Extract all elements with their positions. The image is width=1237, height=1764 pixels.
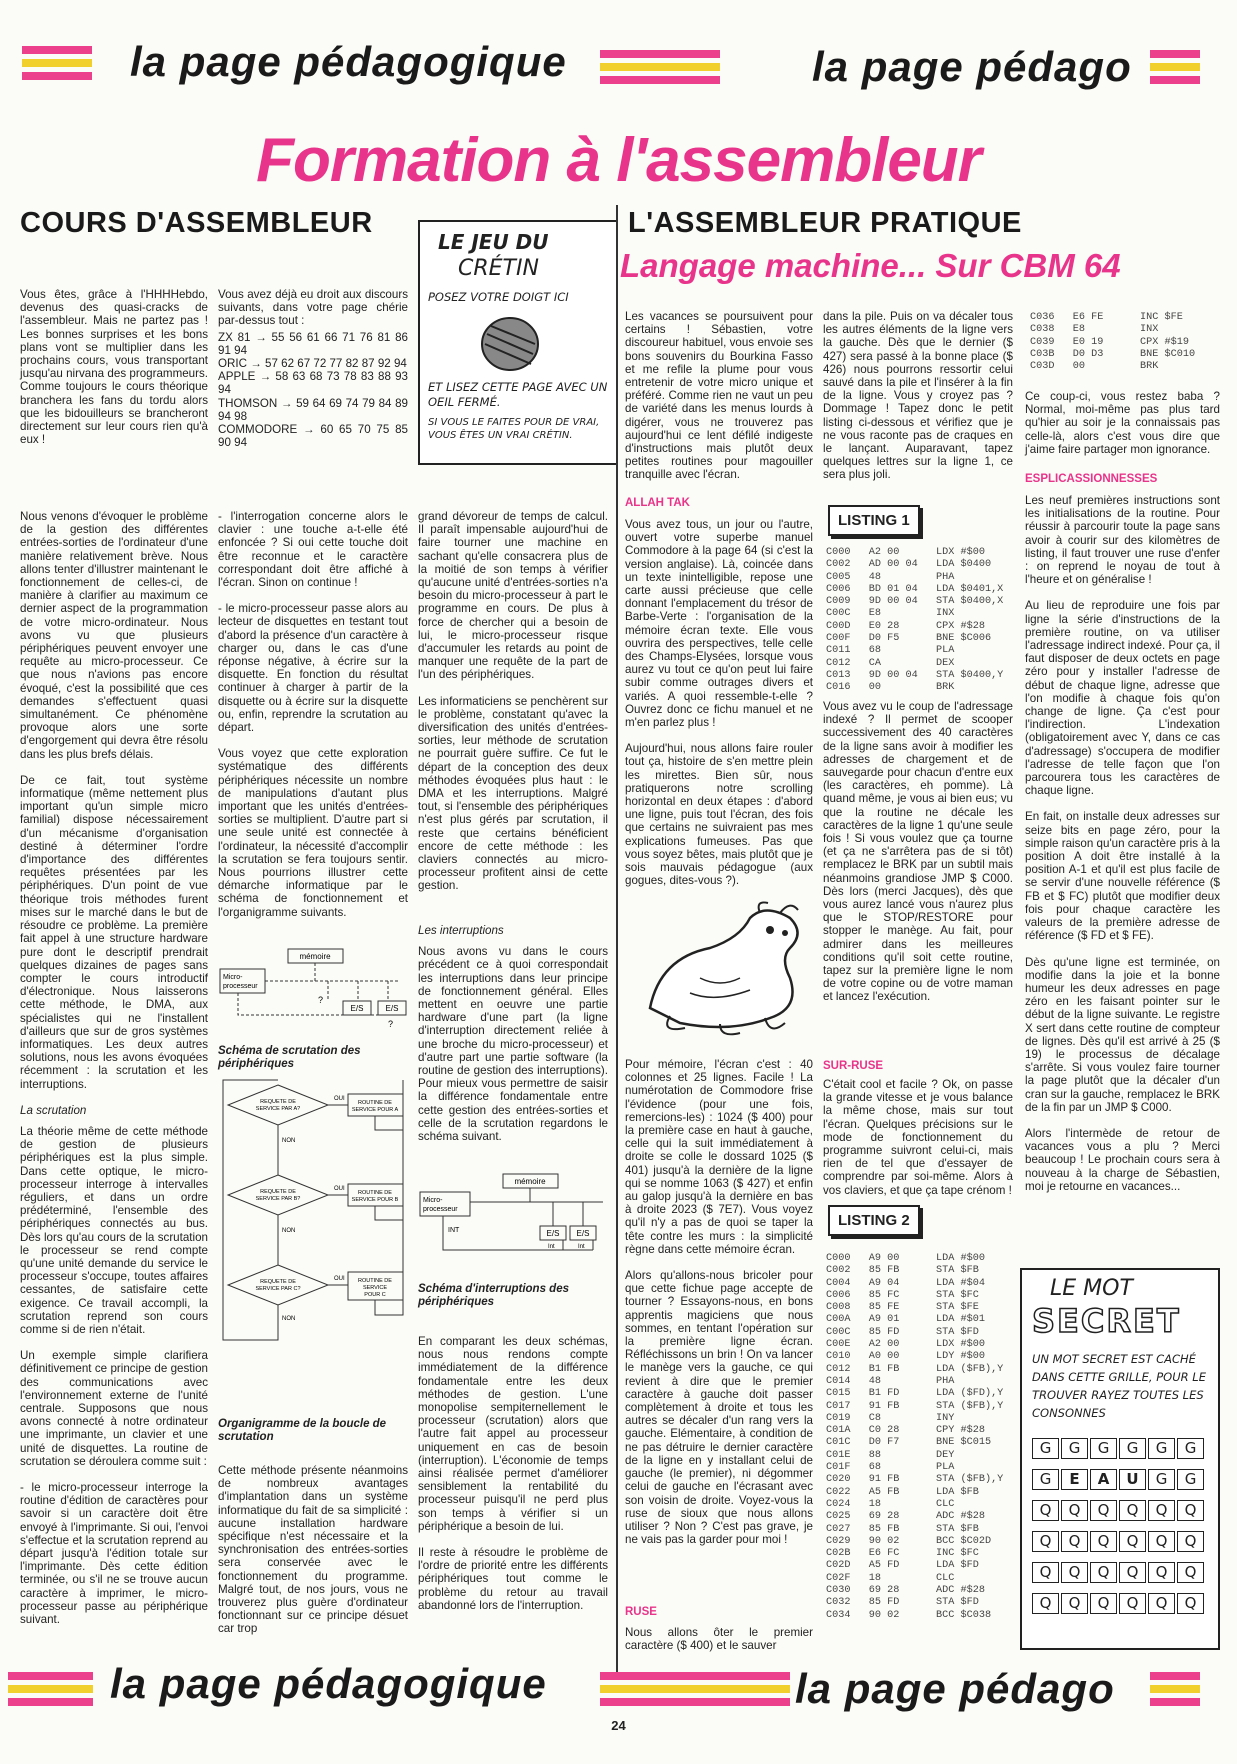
jeu-title: LE JEU DU xyxy=(438,230,549,254)
paragraph: Nous avons vu dans le cours précédent ce à quoi correspondait les interruptions dans leur principe de fonctionnement général. Elles mettent en oeuvre une partie hardware d'une part (la ligne d'interruption directement reliée à une broche du micro-processeur) et d'autre part une partie software (la routine de gestion des interruptions). Pour mieux vous permettre de saisir la différence fondamentale entre cette gestion des entrées-sorties et celle de la scrutation regardons le schéma suivant. xyxy=(418,945,608,1144)
heading-esplicassionnesses: ESPLICASSIONNESSES xyxy=(1025,473,1158,485)
svg-text:SERVICE POUR A: SERVICE POUR A xyxy=(351,1107,399,1113)
paragraph: grand dévoreur de temps de calcul. Il paraît impensable aujourd'hui de faire tourner une machine en sachant qu'elle consacrera plus de la moitié de son temps à vérifier qu'aucune unité d'entrées-sorties n'a besoin du micro-processeur à part le programme en cours. De plus à force de chercher qui a besoin de lui, le micro-processeur risque d'accumuler les retards au point de manquer une requête de la part de l'un des périphériques. xyxy=(418,510,608,682)
paragraph: - le micro-processeur interroge la routine d'édition de caractères pour savoir si un caractère doit être envoyé à l'imprimante. Si oui, l'envoi s'effectue et la scrutation reprend au départ jusqu'à l'édition totale sur l'imprimante. Dès cette édition terminée, ou s'il ne se trouve aucun caractère à imprimer, le micro-processeur passe au périphérique suivant. xyxy=(20,1481,208,1627)
banner-title-left: la page pédagogique xyxy=(110,1660,547,1707)
grid-cell: G xyxy=(1177,1438,1204,1459)
grid-cell: Q xyxy=(1148,1500,1175,1521)
paragraph: De ce fait, tout système informatique (même nettement plus important qu'un simple micro familial) dispose nécessairement d'un mécanisme d'organisation destiné à déterminer l'ordre d'importance des différentes requêtes présentées par les périphériques. D'un point de vue théorique trois méthodes furent mises sur le marché dans le but de résoudre ce problème. La première fait appel à une structure hardware pure dont le descriptif prendrait quelques dizaines de pages sans compter le cours introductif d'électronique. Nous laisserons cette méthode, le DMA, aux spécialistes qui ne l'installent d'ailleurs que sur de gros systèmes informatiques. Les deux autres solutions, nous les avons évoquées récemment : la scrutation et les interruptions. xyxy=(20,773,208,1091)
paragraph: Dès qu'une ligne est terminée, on modifie dans la joie et la bonne humeur les deux adresses en page zéro en les faisant pointer sur le début de la ligne suivante. Le registre X sert dans cette routine de compteur de lignes. Dès qu'il est arrivé à 25 ($ 19) le processus de décalage s'arrête. Si vous voulez faire tourner la page plutôt que la décaler d'un cran sur la gauche, remplacez le BRK de la fin par un JMP $ C000. xyxy=(1025,955,1220,1114)
svg-text:REQUETE DE: REQUETE DE xyxy=(260,1189,296,1195)
svg-text:NON: NON xyxy=(282,1228,296,1234)
pratique-col1: Les vacances se poursuivent pour certains ! Sébastien, votre discoureur habituel, vous envoie ses bons souvenirs du Bourkina Fasso et me refile la plume pour vous entretenir de votre micro unique et préféré. Comme rien ne vaut un peu de variété dans les menus lourds à digérer, vous ne trouverez pas aujourd'hui ce lent défilé indigeste d'instructions mais plutôt deux petites routines pour magouiller tranquille avec l'écran. xyxy=(625,310,813,482)
grid-cell: Q xyxy=(1148,1531,1175,1552)
grid-cell: G xyxy=(1119,1438,1146,1459)
pratique-col1b xyxy=(625,518,813,888)
grid-cell: Q xyxy=(1061,1500,1088,1521)
heading-ruse: RUSE xyxy=(625,1606,657,1618)
paragraph: La théorie même de cette méthode de gestion de plusieurs périphériques est la plus simple. Dans cette optique, le micro-processeur interroge à intervalles réguliers, et dans un ordre prédéterminé, l'ensemble des périphériques connectés au bus. Dès lors qu'au cours de la scrutation le processeur se rend compte qu'une unité demande du service le processeur s'occupe, toutes affaires cessantes, de satisfaire cette exigence. Ce travail accompli, la scrutation reprend son cours comme si de rien n'était. xyxy=(20,1124,208,1336)
grid-cell: G xyxy=(1032,1469,1059,1490)
cours-intro: Vous êtes, grâce à l'HHHHebdo, devenus des quasi-cracks de l'assembleur. Mais ne partez pas ! Les bonnes surprises et les bons plans vont se multiplier dans les prochains cours, vous transportant jusqu'au nirvana des programmeurs. Comme toujours le cours théorique branchera les fans du tordu alors que les bidouilleurs se brancheront directement sur leur cours rien qu'à eux ! xyxy=(20,288,208,447)
grid-cell: Q xyxy=(1119,1500,1146,1521)
top-banner xyxy=(0,38,1237,118)
paragraph: En fait, on installe deux adresses sur seize bits en page zéro, pour la simple raison qu'un caractère pris à la position A doit être installé à la position A-1 et qu'il est plus facile de se servir d'une nouvelle référence ($ FB et $ FC) plutôt que modifier deux fois pour chaque caractère les valeurs de la première adresse de référence ($ FD et $ FE). xyxy=(1025,810,1220,943)
svg-text:REQUETE DE: REQUETE DE xyxy=(260,1099,296,1105)
diagram-label: INT xyxy=(448,1227,460,1234)
svg-text:OUI: OUI xyxy=(334,1186,345,1192)
ref-line: ORIC → 57 62 67 72 77 82 87 92 94 xyxy=(218,357,407,371)
svg-text:processeur: processeur xyxy=(423,1206,458,1213)
grid-cell: Q xyxy=(1119,1531,1146,1552)
diagram-label: E/S xyxy=(576,1229,590,1238)
subheading-scrutation: La scrutation xyxy=(20,1103,87,1117)
ref-line: THOMSON → 59 64 69 74 79 84 89 94 98 xyxy=(218,396,408,423)
grid-cell: Q xyxy=(1148,1562,1175,1583)
grid-cell: Q xyxy=(1032,1500,1059,1521)
svg-text:ROUTINE DE: ROUTINE DE xyxy=(358,1100,392,1106)
cours-col2 xyxy=(218,510,408,960)
diagram-label: processeur xyxy=(223,983,258,990)
cours-col2b: Cette méthode présente néanmoins de nombreux avantages d'implantation dans un système informatique du fait de sa simplicité : aucune installation hardware spécifique n'est nécessaire et la synchronisation des entrées-sorties sera conservée avec le fonctionnement du programme. Malgré tout, de nos jours, vous ne trouverez plus guère d'ordinateur fonctionnant sur ce principe désuet car trop xyxy=(218,1464,408,1636)
svg-text:SERVICE POUR B: SERVICE POUR B xyxy=(351,1197,399,1203)
pratique-col1d: Nous allons ôter le premier caractère ($ 400) et le sauver xyxy=(625,1626,813,1653)
diagram-label: E/S xyxy=(546,1229,560,1238)
paragraph: Aujourd'hui, nous allons faire rouler tout ça, histoire de s'en mettre plein les mirettes. Bien sûr, nous pratiquerons notre scrolling horizontal en deux étapes : d'abord une ligne, puis tout l'écran, des fois que certains ne suivraient pas mes explications fumeuses. Pas que vous soyez bêtes, mais plutôt que je sois mauvais pédagogue (aux gogues, dites-vous ?). xyxy=(625,742,813,888)
grid-cell: Q xyxy=(1061,1531,1088,1552)
pratique-col3b xyxy=(1025,494,1220,1254)
section-heading-cours: COURS D'ASSEMBLEUR xyxy=(20,207,373,239)
stripe-decoration xyxy=(8,1672,93,1712)
jeu-cretin-box xyxy=(418,220,618,465)
mot-secret-title-2: SECRET xyxy=(1032,1302,1181,1340)
svg-text:OUI: OUI xyxy=(334,1096,345,1102)
page-title: Formation à l'assembleur xyxy=(256,126,981,195)
diagram-label: Int xyxy=(548,1244,555,1250)
grid-cell: Q xyxy=(1177,1531,1204,1552)
mot-secret-box xyxy=(1020,1268,1220,1650)
grid-cell: Q xyxy=(1032,1531,1059,1552)
grid-cell: G xyxy=(1148,1438,1175,1459)
grid-cell: G xyxy=(1061,1438,1088,1459)
listing-2-label: LISTING 2 xyxy=(828,1205,920,1236)
svg-text:NON: NON xyxy=(282,1316,296,1322)
diagram-label: Int xyxy=(578,1244,585,1250)
banner-title-right: la page pédago xyxy=(795,1665,1115,1712)
grid-cell: U xyxy=(1119,1469,1146,1490)
jeu-instruction-2: ET LISEZ CETTE PAGE AVEC UN OEIL FERMÉ. xyxy=(428,380,608,409)
diagram-label: mémoire xyxy=(299,952,331,961)
flow-block-a xyxy=(228,1085,403,1175)
grid-cell: Q xyxy=(1177,1593,1204,1614)
mot-secret-grid xyxy=(1032,1438,1212,1638)
grid-cell: G xyxy=(1032,1438,1059,1459)
grid-cell: Q xyxy=(1061,1593,1088,1614)
banner-title-right: la page pédago xyxy=(812,43,1132,90)
caption-scrutation: Schéma de scrutation des périphériques xyxy=(218,1045,361,1070)
grid-cell: Q xyxy=(1177,1500,1204,1521)
grid-cell: Q xyxy=(1032,1593,1059,1614)
grid-cell: Q xyxy=(1090,1593,1117,1614)
mot-secret-title: LE MOT xyxy=(1050,1276,1133,1301)
paragraph: Au lieu de reproduire une fois par ligne la série d'instructions de la première routine, on va utiliser l'adressage indirect indexé. Pour ça, il faut disposer de deux octets en page zéro pour y installer l'adresse de début de chaque ligne, adresse que l'on modifie à chaque fois qu'on change de ligne. Ça c'est pour l'indirection. L'indexation (obligatoirement avec Y, dans ce cas d'adressage) s'occupera de modifier l'adresse de telle façon que l'on parcourera tous les caractères de chaque ligne. xyxy=(1025,599,1220,798)
cours-col3 xyxy=(418,510,608,960)
svg-text:Micro-: Micro- xyxy=(423,1197,443,1204)
paragraph: Un exemple simple clarifiera définitivement ce principe de gestion des communications avec l'environnement externe de l'unité centrale. Supposons que nous avons connecté à notre ordinateur une imprimante, un clavier et une unité de disquettes. La routine de scrutation se déroulera comme suit : xyxy=(20,1349,208,1468)
cours-intro-2 xyxy=(218,288,408,488)
paragraph: Vous avez vu le coup de l'adressage indexé ? Il permet de scooper successivement des 40 caractères de la ligne sans avoir à modifier les adresses de chargement et de sauvegarde pour chacun d'entre eux (les caractères, eh pomme). Là quand même, je vous ai bien eus; vu que la routine ne décale les caractères de la ligne 1 qu'une seule fois ! Si vous voulez que ça tourne (et ça ne s'arrêtera pas de si tôt) remplacez le BRK par un subtil mais néanmoins grandiose JMP $ C000. Dès lors (merci Jacques), dès que vous aurez lancé vous n'aurez plus que le STOP/RESTORE pour stopper le manège. Au fait, pour admirer dans les meilleures conditions qu'il soit cette routine, tapez sur la première ligne le nom de votre copine ou de votre maman et lancez l'exécution. xyxy=(823,700,1013,1004)
paragraph: - le micro-processeur passe alors au lecteur de disquettes en testant tout d'abord la présence d'un caractère à charger ou, dans le cas d'une réponse négative, à écrire sur la disquette. En fonction du résultat continuer à charger à partir de la disquette ou à écrire sur la disquette ou, enfin, reprendre la scrutation au départ. xyxy=(218,602,408,735)
diagram-label: E/S xyxy=(385,1004,399,1013)
heading-sur-ruse: SUR-RUSE xyxy=(823,1060,884,1072)
column-divider xyxy=(616,205,618,1675)
stripe-decoration xyxy=(1150,50,1200,90)
grid-cell: A xyxy=(1090,1469,1117,1490)
grid-cell: G xyxy=(1148,1469,1175,1490)
pratique-col2c: C'était cool et facile ? Ok, on passe la grande vitesse et je vous balance la même chose, mais sur tout l'écran. Quelques précisions sur le mode de fonctionnement du programme suivront celui-ci, mais rien de tel que d'essayer de comprendre par soi-même. Alors à vos claviers, et que ça tape crénom ! xyxy=(823,1078,1013,1197)
paragraph: Vous voyez que cette exploration systématique des différents périphériques nécessite un nombre de manipulations d'autant plus important que les unités d'entrées-sorties se multiplient. D'autre part si une seule unité est connectée à l'ordinateur, la nécessité d'accomplir la scrutation se fera toujours sentir. Nous pourrions illustrer cette démarche informatique par le schéma de fonctionnement et l'organigramme suivants. xyxy=(218,747,408,919)
svg-text:SERVICE: SERVICE xyxy=(362,1285,388,1291)
diagram-label: mémoire xyxy=(514,1177,546,1186)
flow-block-c xyxy=(223,1080,403,1340)
scrutation-schema xyxy=(218,945,408,1035)
grid-cell: Q xyxy=(1119,1562,1146,1583)
pratique-col2b xyxy=(823,700,1013,1055)
svg-text:SERVICE PAR C?: SERVICE PAR C? xyxy=(255,1286,301,1292)
grid-cell: Q xyxy=(1148,1593,1175,1614)
paragraph: Nous venons d'évoquer le problème de la gestion des différentes entrées-sorties de l'ordinateur d'une manière relativement brève. Nous allons tenter d'illustrer maintenant le fonctionnement de celles-ci, de manière à clarifier au maximum ce dernier aspect de la programmation de votre micro-ordinateur. Nous avons vu que plusieurs périphériques peuvent envoyer une requête au micro-processeur. Ce que nous n'avions pas encore évoqué, c'est la possibilité que ces demandes s'effectuent quasi simultanément. Ce phénomène provoque alors une sorte d'engorgement qui devra être résolu dans les plus brefs délais. xyxy=(20,510,208,761)
stripe-decoration xyxy=(22,46,92,86)
svg-text:REQUETE DE: REQUETE DE xyxy=(260,1279,296,1285)
cours-col3c xyxy=(418,1335,608,1665)
grid-cell: Q xyxy=(1090,1531,1117,1552)
grid-cell: G xyxy=(1090,1438,1117,1459)
paragraph: Alors qu'allons-nous bricoler pour que cette fichue page accepte de tourner ? Essayons-nous, en bons apprentis magiciens que nous sommes, en tentant l'opération sur la première ligne écran. Réfléchissons un brin ! On va lancer le manège vers la gauche, ce qui revient à dire que le premier caractère à gauche doit passer complètement à droite et tous les autres se décaler d'un rang vers la gauche. Elémentaire, à condition de ne pas détruire le dernier caractère de la ligne en y installant celui de gauche (le premier), ni dégommer celui de gauche en l'écrasant avec son voisin de droite. Voyez-vous la ruse de sioux que nous allons utiliser ? Non ? C'est pas grave, je ne vais pas la garder pour moi ! xyxy=(625,1269,813,1547)
cours-col3-interruptions xyxy=(418,924,608,1164)
section-heading-pratique: L'ASSEMBLEUR PRATIQUE xyxy=(628,207,1022,239)
paragraph: - l'interrogation concerne alors le clavier : une touche a-t-elle été enfoncée ? Si oui cette touche doit être reconnue et le caractère correspondant doit être affiché à l'écran. Sinon on continue ! xyxy=(218,510,408,590)
paragraph: Les informaticiens se penchèrent sur le problème, constatant qu'avec la diversification des unités d'entrées-sorties, leur méthode de scrutation ne pourrait guère suffire. Ce fut le départ de la conception des deux méthodes évoquées plus haut : le DMA et les interruptions. Malgré tout, si l'ensemble des périphériques n'est plus gérés par scrutation, il reste que certains bénéficient encore de cette méthode : les claviers connectés au micro-processeur profitent ainsi de cette gestion. xyxy=(418,694,608,893)
svg-text:POUR C: POUR C xyxy=(364,1292,386,1298)
paragraph: Pour mémoire, l'écran c'est : 40 colonnes et 25 lignes. Facile ! La numérotation de Commodore frise l'évidence (pour une fois, remercions-les) : 1024 ($ 400) pour la première case en haut à gauche, celle qui la suit immédiatement à droite se colle le dossard 1025 ($ 401) jusqu'à la dernière de la ligne qui se nomme 1063 ($ 427) et enfin au galop jusqu'à la dernière en bas à droite 2023 ($ 7E7). Vous voyez qu'il n'y a pas de quoi se taper la tête contre les murs : la simplicité règne dans cette mémoire écran. xyxy=(625,1058,813,1256)
mot-secret-instructions: UN MOT SECRET EST CACHÉ DANS CETTE GRILLE, POUR LE TROUVER RAYEZ TOUTES LES CONSONNES xyxy=(1032,1352,1206,1420)
svg-text:OUI: OUI xyxy=(334,1276,345,1282)
jeu-punchline: SI VOUS LE FAITES POUR DE VRAI, VOUS ÊTES UN VRAI CRÉTIN. xyxy=(428,417,600,441)
flow-block-b xyxy=(228,1175,403,1265)
listing-2-code: C000 A9 00 LDA #$00 C002 85 FB STA $FB C004 A9 04 LDA #$04 C006 85 FC STA $FC C008 85 FE STA $FE C00A A9 01 LDA #$01 C00C 85 FD STA $FD C00E A2 00 LDX #$00 C010 A0 00 LDY #$00 C012 B1 FB LDA ($FB),Y C014 48 PHA C015 B1 FD LDA ($FD),Y C017 91 FB STA ($FB),Y C019 C8 INY C01A C0 28 CPY #$28 C01C D0 F7 BNE $C015 C01E 88 DEY C01F 68 PLA C020 91 FB STA ($FB),Y C022 A5 FB LDA $FB C024 18 CLC C025 69 28 ADC #$28 C027 85 FB STA $FB C029 90 02 BCC $C02D C02B E6 FC INC $FC C02D A5 FD LDA $FD C02F 18 CLC C030 69 28 ADC #$28 C032 85 FD STA $FD C034 90 02 BCC $C038 xyxy=(826,1253,1004,1621)
finger-spot-icon xyxy=(475,314,545,374)
svg-text:SERVICE PAR A?: SERVICE PAR A? xyxy=(255,1106,301,1112)
svg-text:SERVICE PAR B?: SERVICE PAR B? xyxy=(255,1196,301,1202)
page-number: 24 xyxy=(611,1718,626,1733)
intro-paragraph: Vous avez déjà eu droit aux discours suivants, dans votre page chérie par-dessus tout : xyxy=(218,288,408,328)
heading-allah-tak: ALLAH TAK xyxy=(625,497,690,509)
ref-line: APPLE → 58 63 68 73 78 83 88 93 94 xyxy=(218,370,408,397)
paragraph: En comparant les deux schémas, nous nous rendons compte immédiatement de la différence fondamentale entre les deux méthodes de gestion. L'une monopolise sempiternellement le processeur (scrutation) alors que l'autre fait appel au processeur uniquement en cas de besoin (interruption). L'économie de temps ainsi réalisée permet d'améliorer sensiblement la rentabilité du processeur puisqu'il ne perd plus son temps à vérifier si un périphérique a besoin de lui. xyxy=(418,1335,608,1533)
diagram-label: Micro- xyxy=(223,974,243,981)
listing-1-label: LISTING 1 xyxy=(828,505,920,536)
paragraph: Il reste à résoudre le problème de l'ordre de priorité entre les différents périphériques tout comme le problème du retour au travail abandonné lors de l'interruption. xyxy=(418,1546,608,1612)
caption-organigramme: Organigramme de la boucle de scrutation xyxy=(218,1418,387,1443)
grid-cell: Q xyxy=(1177,1562,1204,1583)
paragraph: Vous avez tous, un jour ou l'autre, ouvert votre superbe manuel Commodore à la page 64 (si c'est la version anglaise). Là, coincée dans un texte inintelligible, repose une carte aussi précieuse que celle donnant l'emplacement du trésor de Barbe-Verte : l'organisation de la mémoire écran texte. Elle vous ouvrira des perspectives, telle celle des Champs-Elysées, lorsque vous aurez vu tout ce qu'on peut lui faire subir comme outrages divers et variés. A quoi ressemble-t-elle ? Ouvrez donc ce fichu manuel et ne m'en parlez plus ! xyxy=(625,518,813,730)
organigramme-scrutation xyxy=(218,1080,408,1390)
svg-text:ROUTINE DE: ROUTINE DE xyxy=(358,1190,392,1196)
interruption-schema xyxy=(418,1170,608,1260)
grid-cell: G xyxy=(1177,1469,1204,1490)
pratique-col3a: Ce coup-ci, vous restez baba ? Normal, moi-même pas plus tard qu'hier au soir je la connaissais pas celle-là, alors c'est vous dire que j'aime faire partager mon ignorance. xyxy=(1025,390,1220,456)
grid-cell: E xyxy=(1061,1469,1088,1490)
diagram-label: E/S xyxy=(350,1004,364,1013)
grid-cell: Q xyxy=(1032,1562,1059,1583)
banner-title-left: la page pédagogique xyxy=(130,38,567,85)
section-subheading-cbm64: Langage machine... Sur CBM 64 xyxy=(620,247,1121,284)
grid-cell: Q xyxy=(1119,1593,1146,1614)
stripe-decoration xyxy=(600,1672,790,1712)
svg-text:ROUTINE DE: ROUTINE DE xyxy=(358,1278,392,1284)
dog-cartoon xyxy=(640,898,810,1043)
svg-text:?: ? xyxy=(388,1019,394,1029)
listing-2-continued: C036 E6 FE INC $FE C038 E8 INX C039 E0 19 CPX #$19 C03B D0 D3 BNE $C010 C03D 00 BRK xyxy=(1030,312,1196,373)
ref-line: COMMODORE → 60 65 70 75 85 90 94 xyxy=(218,423,408,450)
paragraph: Alors l'intermède de retour de vacances vous a plu ? Merci beaucoup ! Le prochain cours sera à nouveau à la charge de Sébastien, moi je retourne en vacances... xyxy=(1025,1126,1220,1193)
grid-cell: Q xyxy=(1090,1562,1117,1583)
caption-interruptions: Schéma d'interruptions des périphériques xyxy=(418,1283,569,1308)
stripe-decoration xyxy=(600,50,720,90)
ref-line: ZX 81 → 55 56 61 66 71 76 81 86 91 94 xyxy=(218,330,408,357)
cours-col1 xyxy=(20,510,208,1680)
grid-cell: Q xyxy=(1090,1500,1117,1521)
grid-cell: Q xyxy=(1061,1562,1088,1583)
svg-text:?: ? xyxy=(318,995,324,1005)
jeu-instruction: POSEZ VOTRE DOIGT ICI xyxy=(428,290,569,304)
pratique-col2: dans la pile. Puis on va décaler tous les autres éléments de la ligne vers la gauche. Dès que le dernier ($ 427) sera passé à la bonne place ($ 426) nous pourrons ressortir celui sauvé dans la pile et l'insérer à la fin de la ligne. Vous y croyez pas ? Dommage ! Tapez donc le petit listing ci-dessous et vérifiez que je ne vous raconte pas de craques en le lançant. Auparavant, tapez quelques lettres sur la ligne 1, ce sera plus joli. xyxy=(823,310,1013,482)
stripe-decoration xyxy=(1150,1672,1200,1712)
paragraph: Les neuf premières instructions sont les initialisations de la routine. Pour réussir à parcourir toute la page sans avoir à courir sur des kilomètres de listing, il faut trouver une ruse d'enfer : on reprend le noyau de tout à l'heure et on généralise ! xyxy=(1025,494,1220,587)
jeu-title-2: CRÉTIN xyxy=(458,256,539,281)
subheading-interruptions: Les interruptions xyxy=(418,924,504,937)
svg-text:NON: NON xyxy=(282,1138,296,1144)
pratique-col1c xyxy=(625,1058,813,1596)
listing-1-code: C000 A2 00 LDX #$00 C002 AD 00 04 LDA $0400 C005 48 PHA C006 BD 01 04 LDA $0401,X C009 9D 00 04 STA $0400,X C00C E8 INX C00D E0 28 CPX #$28 C00F D0 F5 BNE $C006 C011 68 PLA C012 CA DEX C013 9D 00 04 STA $0400,Y C016 00 BRK xyxy=(826,547,1004,694)
